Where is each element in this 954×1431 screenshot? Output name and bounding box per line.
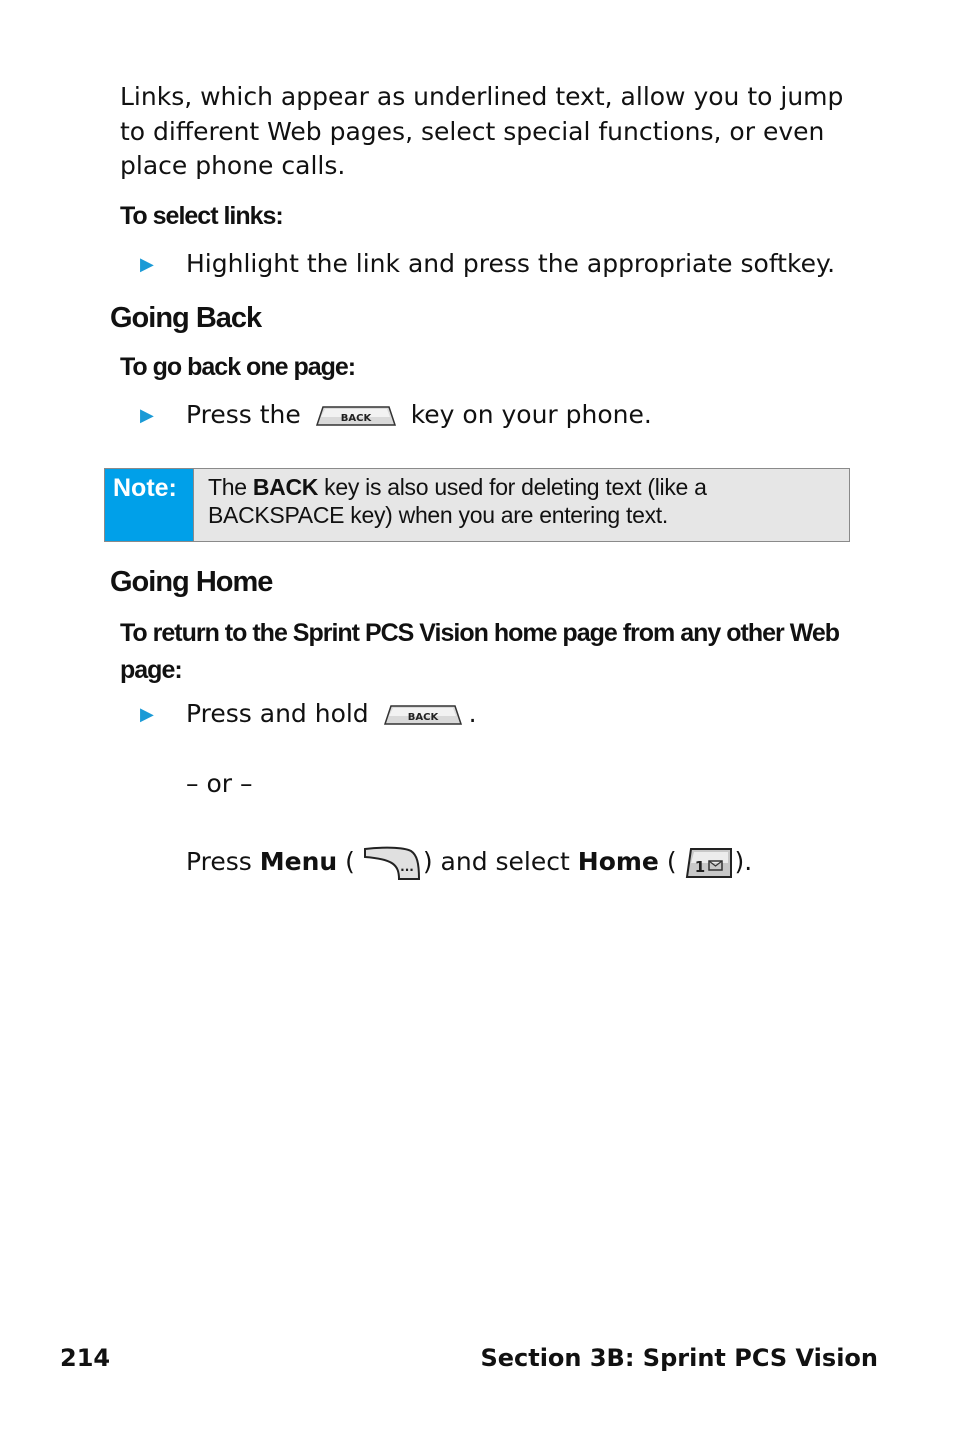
step2-home: Home [577,847,659,876]
note-text-bold: BACK [252,474,319,500]
back-key-icon [383,704,463,726]
home-key-icon [685,846,735,880]
intro-paragraph: Links, which appear as underlined text, allow you to jump to different Web pages, select special functions, or even place phone calls. [120,82,844,180]
select-links-step [140,247,835,282]
going-home-step1-after: . [468,699,477,728]
note-text-before: The [208,474,253,500]
or-separator: – or – [186,769,253,798]
triangle-right-icon: ▶ [140,704,154,725]
going-home-heading: Going Home [110,566,273,598]
page-number: 214 [60,1344,111,1372]
back-key-icon [315,405,397,427]
step2-menu: Menu [259,847,338,876]
step2-open2: ( [658,847,677,876]
note-box [104,468,850,542]
go-back-step-after: key on your phone. [410,400,652,429]
going-back-heading: Going Back [110,302,262,334]
note-text-after: key is also used for deleting text (like a BACKSPACE key) when you are entering text. [208,474,707,528]
section-title: Section 3B: Sprint PCS Vision [480,1344,878,1372]
back-key-label: BACK [407,712,438,723]
step2-open1: ( [337,847,355,876]
go-back-subheading: To go back one page: [120,353,356,381]
going-home-subheading: To return to the Sprint PCS Vision home page from any other Web page: [120,619,840,684]
going-home-step1 [140,697,477,732]
go-back-step [140,398,652,433]
home-key-glyph: 1 [694,858,705,876]
menu-key-glyph: ... [400,860,414,874]
triangle-right-icon: ▶ [140,254,154,275]
triangle-right-icon: ▶ [140,405,154,426]
step2-mid: ) and select [422,847,578,876]
back-key-label: BACK [340,413,371,424]
select-links-step-text: Highlight the link and press the appropriate softkey. [186,249,836,278]
menu-key-icon [363,845,423,881]
step2-press: Press [186,847,260,876]
note-label: Note: [105,469,194,541]
select-links-subheading: To select links: [120,202,283,230]
going-home-step2 [186,845,752,881]
going-home-step1-before: Press and hold [186,699,369,728]
note-text [194,469,849,541]
go-back-step-before: Press the [186,400,301,429]
step2-end: ). [734,847,753,876]
